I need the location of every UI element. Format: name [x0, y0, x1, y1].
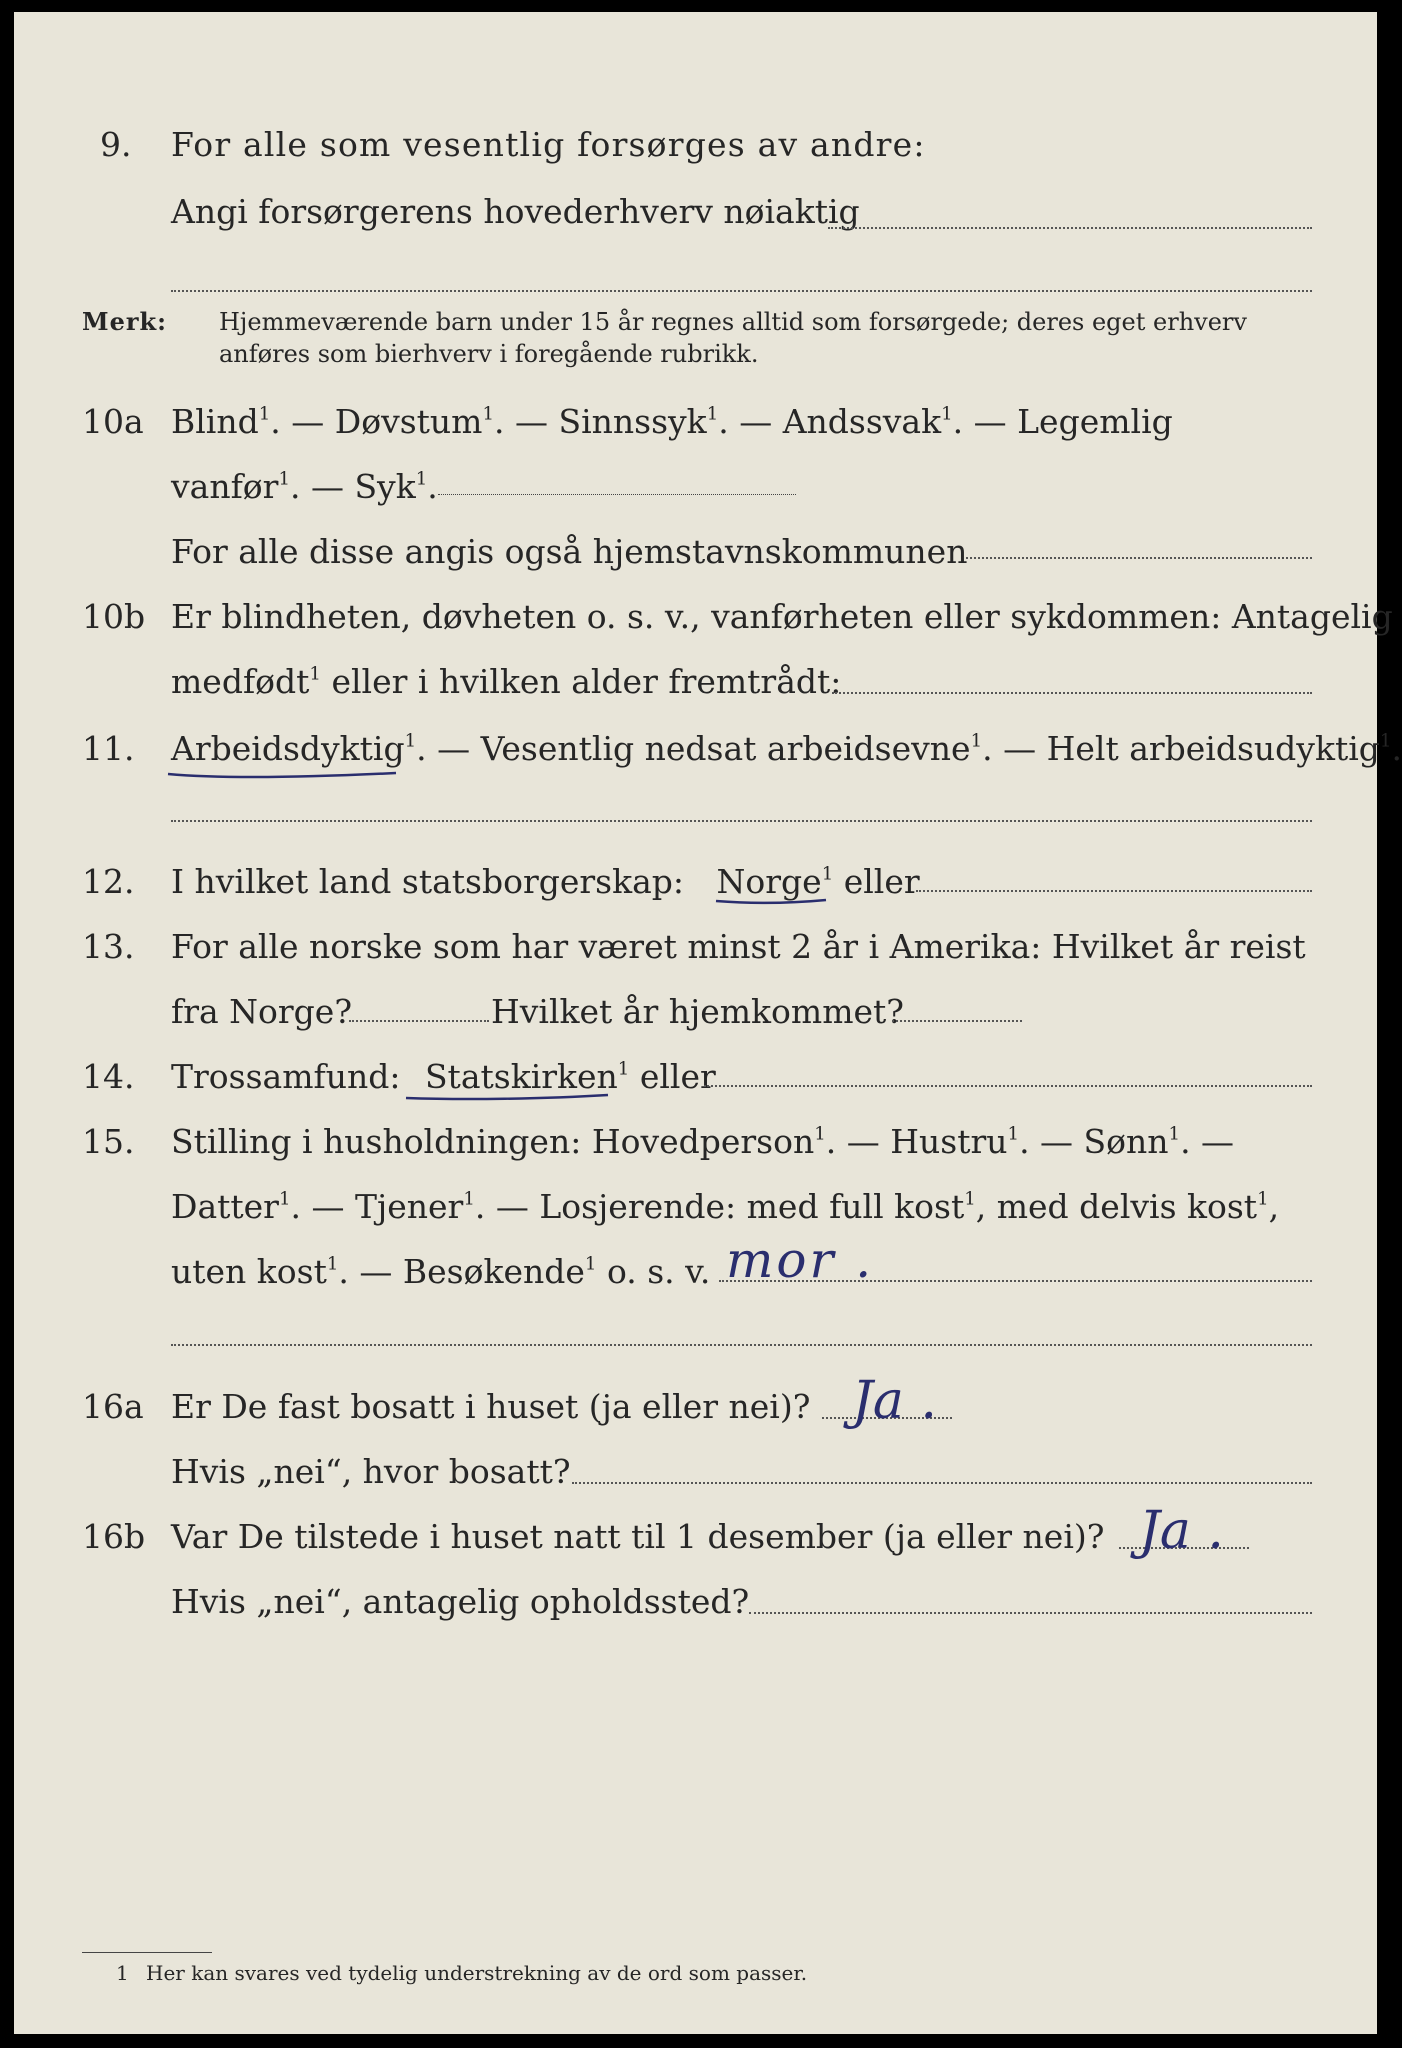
footnote-mark: 1: [415, 468, 428, 490]
footnote-mark: 1: [1257, 1188, 1269, 1210]
option-datter[interactable]: Datter: [171, 1187, 279, 1226]
q14-number: 14.: [82, 1057, 135, 1096]
option-sonn[interactable]: . — Sønn: [1019, 1122, 1169, 1161]
q13-number: 13.: [82, 927, 135, 966]
q12-answer-line[interactable]: [916, 890, 1312, 892]
q9-answer-line-2[interactable]: [171, 290, 1312, 292]
q16b-handwritten-answer: Ja .: [1139, 1501, 1224, 1561]
footnote-mark: 1: [326, 1253, 339, 1275]
footnote-mark: 1: [278, 468, 290, 490]
q10b-line2: medfødt$^1$ eller i hvilken alder fremtrådt:: [171, 662, 842, 701]
q10a-number: 10a: [82, 402, 144, 441]
handwritten-underline-arbeidsdyktig: [164, 764, 404, 784]
option-dovstum[interactable]: . — Døvstum: [270, 402, 483, 441]
q13-line2a: fra Norge?: [171, 992, 353, 1031]
q14-line: Trossamfund: Statskirken$^1$ eller: [171, 1057, 716, 1096]
q10a-answer-line[interactable]: [438, 494, 796, 495]
q9-answer-line[interactable]: [828, 227, 1312, 229]
q11-line: Arbeidsdyktig$^1$. — Vesentlig nedsat arbeidsevne$^1$. — Helt arbeidsudyktig$^1$.: [171, 729, 1402, 768]
q16a-line2: Hvis „nei“, hvor bosatt?: [171, 1452, 571, 1491]
merk-label: Merk:: [82, 307, 167, 336]
q10b-answer-line[interactable]: [832, 692, 1312, 694]
option-full-kost[interactable]: . — Losjerende: med full kost: [474, 1187, 965, 1226]
q9-line2: Angi forsørgerens hovederhverv nøiaktig: [171, 192, 860, 231]
footnote-mark: 1: [1007, 1123, 1020, 1145]
option-hovedperson[interactable]: Stilling i husholdningen: Hovedperson: [171, 1122, 815, 1161]
handwritten-underline-statskirken: [404, 1089, 614, 1105]
q15-number: 15.: [82, 1122, 135, 1161]
footnote-mark: 1: [309, 663, 321, 685]
merk-line1: Hjemmeværende barn under 15 år regnes alltid som forsørgede; deres eget erhverv: [219, 308, 1247, 336]
q15-line1: Stilling i husholdningen: Hovedperson$^1$. — Hustru$^1$. — Sønn$^1$. —: [171, 1122, 1235, 1161]
q16b-number: 16b: [82, 1517, 146, 1556]
q13-hjemkommet-line[interactable]: [892, 1020, 1022, 1022]
option-vanfor[interactable]: vanfør: [171, 467, 279, 506]
footnote-mark: 1: [1168, 1123, 1181, 1145]
q14-answer-line[interactable]: [704, 1085, 1312, 1087]
footnote-mark: 1: [482, 403, 495, 425]
q9-line1: For alle som vesentlig forsørges av andre:: [171, 125, 926, 164]
footnote-mark: 1: [814, 1123, 826, 1145]
q10b-line1: Er blindheten, døvheten o. s. v., vanførheten eller sykdommen: Antagelig: [171, 597, 1393, 636]
q12-number: 12.: [82, 862, 135, 901]
q15-line3: uten kost$^1$. — Besøkende$^1$ o. s. v.: [171, 1252, 711, 1291]
q16a-number: 16a: [82, 1387, 144, 1426]
merk-line2: anføres som bierhverv i foregående rubrikk.: [219, 340, 759, 368]
option-arbeidsdyktig[interactable]: Arbeidsdyktig: [171, 729, 405, 768]
q11-number: 11.: [82, 729, 135, 768]
option-statskirken[interactable]: Statskirken: [424, 1057, 618, 1096]
q12-line: I hvilket land statsborgerskap: Norge$^1$ eller: [171, 862, 920, 901]
q16b-line1: Var De tilstede i huset natt til 1 desember (ja eller nei)?: [171, 1517, 1105, 1556]
q10b-number: 10b: [82, 597, 146, 636]
footnote-separator: [82, 1952, 212, 1953]
footnote-mark: 1: [404, 730, 417, 752]
footnote-mark: 1: [1379, 730, 1392, 752]
q16a-handwritten-answer: Ja .: [852, 1371, 937, 1431]
footnote-mark: 1: [278, 1188, 291, 1210]
option-hustru[interactable]: . — Hustru: [825, 1122, 1008, 1161]
q10a-hjemstavn-line[interactable]: [966, 557, 1312, 559]
footnote-mark: 1: [964, 1188, 976, 1210]
footnote-mark: 1: [970, 730, 983, 752]
footnote-text: Her kan svares ved tydelig understrekning av de ord som passer.: [146, 1961, 808, 1985]
q11-answer-line[interactable]: [171, 820, 1312, 822]
option-arbeidsudyktig[interactable]: . — Helt arbeidsudyktig: [982, 729, 1380, 768]
q16b-line2: Hvis „nei“, antagelig opholdssted?: [171, 1582, 750, 1621]
option-nedsat-arbeidsevne[interactable]: . — Vesentlig nedsat arbeidsevne: [416, 729, 971, 768]
option-tjener[interactable]: . — Tjener: [290, 1187, 464, 1226]
option-delvis-kost[interactable]: , med delvis kost: [975, 1187, 1258, 1226]
q10a-line1: [171, 402, 1173, 442]
q15-handwritten-answer: mor .: [726, 1231, 875, 1289]
q9-number: 9.: [100, 125, 132, 164]
option-legemlig[interactable]: . — Legemlig: [952, 402, 1173, 441]
footnote-mark: 1: [258, 403, 271, 425]
option-uten-kost[interactable]: uten kost: [171, 1252, 327, 1291]
option-norge[interactable]: Norge: [716, 862, 822, 901]
option-syk[interactable]: . — Syk: [289, 467, 416, 506]
footnote-mark: 1: [941, 403, 953, 425]
option-andssvak[interactable]: . — Andssvak: [718, 402, 942, 441]
option-blind[interactable]: Blind: [171, 402, 259, 441]
q10a-line3: For alle disse angis også hjemstavnskommunen: [171, 532, 968, 571]
q13-line1: For alle norske som har været minst 2 år i Amerika: Hvilket år reist: [171, 927, 1306, 966]
q16a-line1: Er De fast bosatt i huset (ja eller nei)?: [171, 1387, 811, 1426]
option-medfodt[interactable]: medfødt: [171, 662, 310, 701]
census-form-page: [14, 12, 1402, 2034]
footnote-mark: 1: [584, 1253, 597, 1275]
footnote-mark: 1: [116, 1961, 129, 1985]
q13-line2b: Hvilket år hjemkommet?: [491, 992, 904, 1031]
footnote-mark: 1: [463, 1188, 475, 1210]
q15-answer-line-2[interactable]: [171, 1344, 1312, 1346]
q10a-line2: vanfør$^1$. — Syk$^1$.: [171, 467, 438, 506]
option-sinnssyk[interactable]: . — Sinnssyk: [494, 402, 707, 441]
q16b-opholdssted-line[interactable]: [749, 1612, 1312, 1614]
q15-line2: Datter$^1$. — Tjener$^1$. — Losjerende: med full kost$^1$, med delvis kost$^1$,: [171, 1187, 1280, 1226]
q16a-bosatt-line[interactable]: [572, 1482, 1312, 1484]
option-besokende[interactable]: . — Besøkende: [338, 1252, 585, 1291]
footnote-mark: 1: [706, 403, 719, 425]
handwritten-underline-norge: [714, 894, 834, 910]
footnote-mark: 1: [617, 1058, 630, 1080]
footnote-mark: 1: [821, 863, 834, 885]
q13-reist-line[interactable]: [349, 1020, 489, 1022]
